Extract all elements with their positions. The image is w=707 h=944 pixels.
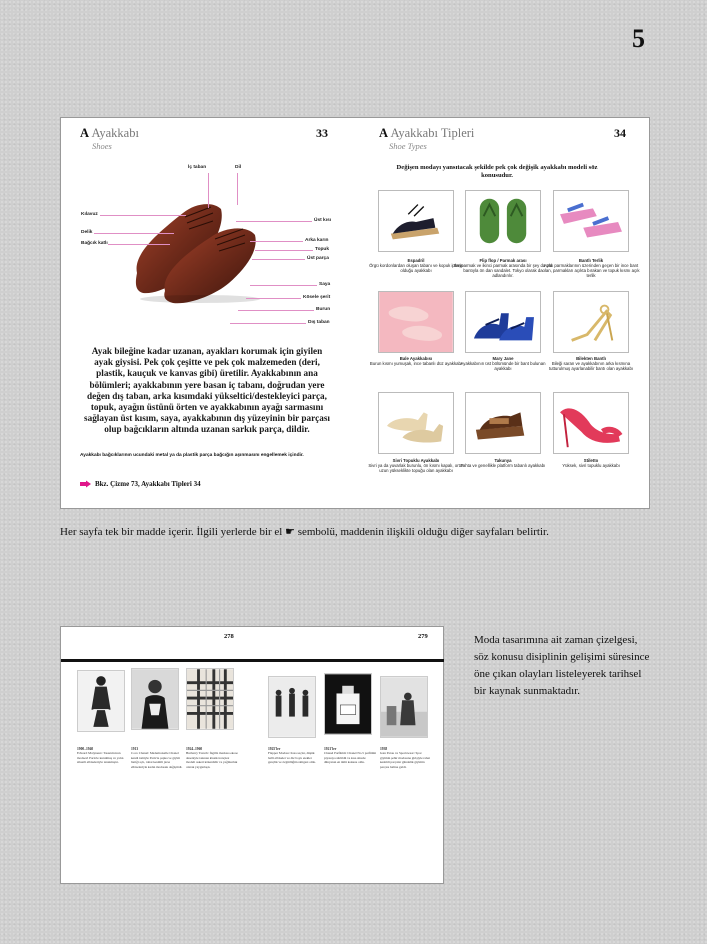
shoe-caption-ankle-strap: Bilekten Bantlı Bileği saran ve ayakkabının arka kısmına tutturulmuş ayarlanabilir bantı olan ayakkabı: [548, 356, 634, 372]
label-upper-left: Üst kısı: [314, 218, 332, 223]
shoe-photo-slide: [553, 190, 629, 252]
shoe-photo-pump: [378, 392, 454, 454]
leader-eyelet: [94, 233, 174, 234]
pointing-hand-icon: [80, 480, 92, 488]
shoe-photo-clog: [465, 392, 541, 454]
label-lace: Kılavuz: [81, 212, 98, 217]
shoe-photo-espadrille: [378, 190, 454, 252]
leader-heel: [255, 250, 313, 251]
shoe-caption-pump: Sivri Topuklu Ayakkabı Sivri ya da yuvarlak burunlu, ön kısmı kapalı, orta-uzun yükseklikte topuğu olan ayakkabı: [368, 458, 464, 474]
leader-counter: [250, 241, 303, 242]
shoe-caption-ballet-flat: Bale Ayakkabısı Burun kısmı yumuşak, ince tabanlı düz ayakkabı: [369, 356, 463, 367]
shoe-photo-flip-flop: [465, 190, 541, 252]
right-page-number: 34: [614, 126, 626, 140]
label-eyelet: Delik: [81, 230, 93, 235]
label-lace-tie: Bağcık katlı: [81, 241, 108, 246]
right-page-title: [379, 126, 474, 141]
shoe-caption-stiletto: Stiletto Yüksek, sivri topuklu ayakkabı: [562, 458, 620, 469]
timeline-left-page-number: 278: [224, 633, 234, 640]
left-page-letter: A: [80, 126, 90, 140]
label-tongue: Dil: [235, 165, 242, 170]
timeline-entry: 1938 Jean Patou ve Sportswear: Spor giyimin şehir modasına girişiyle rahat kesimli parçalar gündelik giyimin parçası haline geldi.: [380, 747, 430, 769]
leader-tongue: [237, 173, 238, 205]
leader-outsole: [230, 323, 306, 324]
timeline-photo-2: [131, 668, 179, 730]
shoe-photo-mary-jane: [465, 291, 541, 353]
timeline-photo-4: [268, 676, 316, 738]
shoe-caption-mary-jane: Mary Jane Ayakkabının üst bölümünde bir bant bulunan ayakkabı: [460, 356, 546, 372]
label-heel: Topuk: [315, 247, 330, 252]
timeline-entry: 1900–1940 Edward Molyneux: Tasarımcının modaevi Paris'te kurulmuş ve yalın siluetli elbiseleriyle tanınmıştır.: [77, 747, 124, 765]
shoe-caption-clog: Takunya Tahta ve genellikle platform tabanlı ayakkabı: [460, 458, 546, 469]
timeline-photo-6: [380, 676, 428, 738]
timeline-entry: 1924–1960 Burberry Trench: İngiliz markası ekose deseniyle tanınan klasik trençkot modeli askeri kökenlidir ve yağmurluk olarak yaygınlaştı.: [186, 747, 238, 769]
label-top-part: Üst parça: [307, 256, 329, 261]
shoe-photo-ankle-strap: [553, 291, 629, 353]
entry-note: Ayakkabı bağcıklarının ucundaki metal ya da plastik parça bağcığın aşınmasını engellemek içindir.: [80, 453, 304, 458]
label-welt: Kösele şerit: [303, 295, 331, 300]
leader-welt: [246, 298, 301, 299]
timeline-entry: 1921'ler Chanel Parfümü: Chanel No.5 parfümü piyasaya sürüldü ve kısa sürede dünyanın en ünlü kokusu oldu.: [324, 747, 376, 765]
shoe-caption-slide: Bantlı Terlik Ayak parmaklarının üzerinden geçen bir ince bant olan, parmakları açıkta bırakan ve topuk kısmı açık terlik: [542, 258, 640, 279]
shoe-photo-stiletto: [553, 392, 629, 454]
timeline-entry: 1913 Coco Chanel: Mademoiselle Chanel kendi ismiyle Paris'te şapka ve giyim butiği açtı, rahat kesimli jarse elbiseleriyle kadın modasını değiştirdi.: [131, 747, 183, 769]
label-counter: Arka karın: [305, 238, 329, 243]
shoe-illustration: [125, 195, 265, 307]
leader-toe: [238, 310, 314, 311]
page-number: 5: [632, 24, 645, 53]
right-page-title-text: Ayakkabı Tipleri: [390, 126, 475, 140]
timeline-right-page-number: 279: [418, 633, 428, 640]
timeline-bar: [61, 659, 444, 662]
caption-bottom: Moda tasarımına ait zaman çizelgesi, söz konusu disiplinin gelişimi süresince öne çıkan olayları listeleyerek tarihsel bir kaynak sunmaktadır.: [474, 634, 650, 697]
leader-top-part: [252, 259, 305, 260]
leader-lace: [100, 215, 186, 216]
left-page-number: 33: [316, 126, 328, 140]
timeline-entry: 1925'ler Flapper Modası: Kısa saçlar, düşük belli elbiseler ve diz boyu etekler gençlik ve özgürlüğün simgesi oldu.: [268, 747, 316, 765]
leader-lace-tie: [108, 244, 170, 245]
label-toe: Burun: [316, 307, 331, 312]
caption-top: Her sayfa tek bir madde içerir. İlgili yerlerde bir el ☛ sembolü, maddenin ilişkili olduğu diğer sayfaları belirtir.: [60, 526, 549, 538]
cross-reference[interactable]: Bkz. Çizme 73, Ayakkabı Tipleri 34: [95, 480, 201, 488]
label-vamp: Saya: [319, 282, 331, 287]
timeline-photo-5: [324, 673, 372, 735]
leader-upper-left: [236, 221, 312, 222]
leader-vamp: [250, 285, 317, 286]
shoe-caption-flip-flop: Flip flop / Parmak arası Başparmak ve ikinci parmak arasında bir şey da ölü bantıyla ön dan sandalet. Tokyo olarak da adlandırılır.: [453, 258, 553, 279]
label-insole: İç taban: [188, 165, 207, 170]
shoe-types-intro: Değişen modayı yansıtacak şekilde pek çok değişik ayakkabı modeli söz konusudur.: [396, 164, 598, 179]
shoe-photo-ballet-flat: [378, 291, 454, 353]
left-page-title-text: Ayakkabı: [91, 126, 139, 140]
entry-description: Ayak bileğine kadar uzanan, ayakları korumak için giyilen ayak giysisi. Pek çok çeşitte ve pek çok malzemeden (deri, plastik, kauçuk ve kanvas gibi) üretilir. Ayakkabının ana bölümleri; ayakkabının yere basan iç tabanı, doğrudan yere değen dış taban, arka kısımdaki yükseltici/destekleyici parça, topuk, ayağın üstünü örten ve ayakkabının ayağı sarmasını sağlayan üst kısım, saya, ayakkabının dış yüzeyinin bir parçası olup bağcıkların altında uzanan sarkık parça, dildir.: [84, 346, 330, 435]
left-page-title: [80, 126, 139, 141]
label-outsole: Dış taban: [308, 320, 330, 325]
leader-insole: [208, 173, 209, 208]
left-page-subtitle: Shoes: [92, 141, 112, 151]
timeline-photo-1: [77, 670, 125, 732]
right-page-subtitle: Shoe Types: [389, 141, 427, 151]
right-page-letter: A: [379, 126, 389, 140]
timeline-photo-3: [186, 668, 234, 730]
shoe-caption-espadrille: Espadril Örgü kordonlardan oluşan tabanı ve kopuk iplerin olduğu ayakkabı: [369, 258, 463, 274]
